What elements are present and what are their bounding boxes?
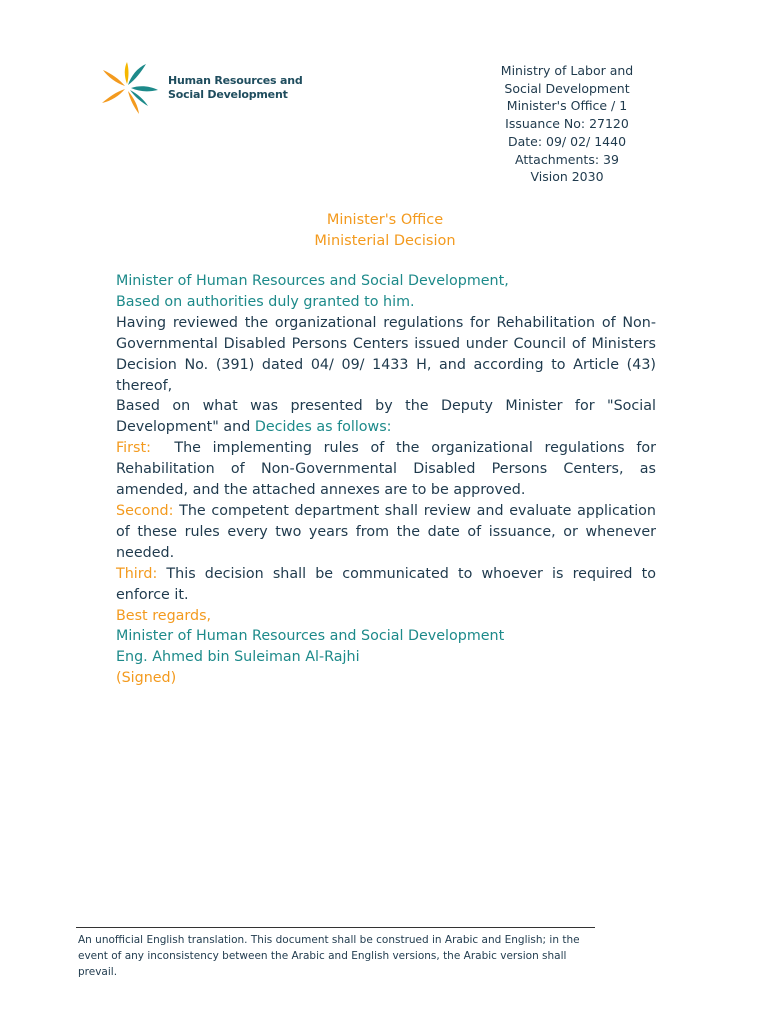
based-on-paragraph <box>116 396 656 438</box>
signature-name: Eng. Ahmed bin Suleiman Al-Rajhi <box>116 649 360 666</box>
decides-label: Decides as follows: <box>254 419 392 436</box>
attachments-count: Attachments: 39 <box>515 151 619 167</box>
ministry-emblem-icon <box>96 62 162 114</box>
third-text: This decision shall be communicated to whoever is required to enforce it. <box>116 565 656 603</box>
ministry-name-line1: Ministry of Labor and <box>500 63 634 78</box>
footer-divider <box>76 927 595 928</box>
authorities-line: Based on authorities duly granted to him. <box>116 293 415 310</box>
second-clause <box>116 501 656 564</box>
logo-text-line1: Human Resources and <box>168 74 303 87</box>
third-label: Third: <box>116 565 158 582</box>
second-label: Second: <box>116 502 174 519</box>
document-titles <box>0 210 770 252</box>
issuance-details <box>472 62 662 186</box>
translation-disclaimer: An unofficial English translation. This document shall be construed in Arabic and English; in the event of any inconsistency between the Arabic and English versions, the Arabic version shall prevail. <box>78 934 580 978</box>
issuance-date: Date: 09/ 02/ 1440 <box>507 133 627 149</box>
ministry-logo <box>96 62 303 114</box>
having-reviewed-paragraph: Having reviewed the organizational regulations for Rehabilitation of Non-Governmental Disabled Persons Centers issued under Council of Ministers Decision No. (391) dated 04/ 09/ 1433 H, and according to Article (43) thereof, <box>116 314 656 394</box>
office-reference: Minister's Office / 1 <box>506 98 628 114</box>
signed-note: (Signed) <box>116 670 177 687</box>
issuance-number: Issuance No: 27120 <box>505 116 629 132</box>
signature-title: Minister of Human Resources and Social Development <box>116 628 505 645</box>
first-text: The implementing rules of the organizational regulations for Rehabilitation of Non-Governmental Disabled Persons Centers, as amended, and the attached annexes are to be approved. <box>116 440 661 499</box>
decision-title: Ministerial Decision <box>314 233 456 249</box>
logo-text <box>168 74 303 102</box>
regards-line: Best regards, <box>116 607 212 624</box>
second-text: The competent department shall review and evaluate application of these rules every two years from the date of issuance, or whenever needed. <box>116 502 656 561</box>
first-label: First: <box>116 440 151 457</box>
decision-body <box>116 271 661 689</box>
third-clause <box>116 564 656 606</box>
vision-label: Vision 2030 <box>530 169 604 185</box>
ministry-name-line2: Social Development <box>504 80 630 96</box>
logo-text-line2: Social Development <box>168 88 288 101</box>
office-title: Minister's Office <box>326 212 444 228</box>
based-on-text: Based on what was presented by the Deputy Minister for "Social Development" and <box>116 398 656 436</box>
minister-line: Minister of Human Resources and Social Development, <box>116 273 509 289</box>
first-clause <box>116 438 661 501</box>
